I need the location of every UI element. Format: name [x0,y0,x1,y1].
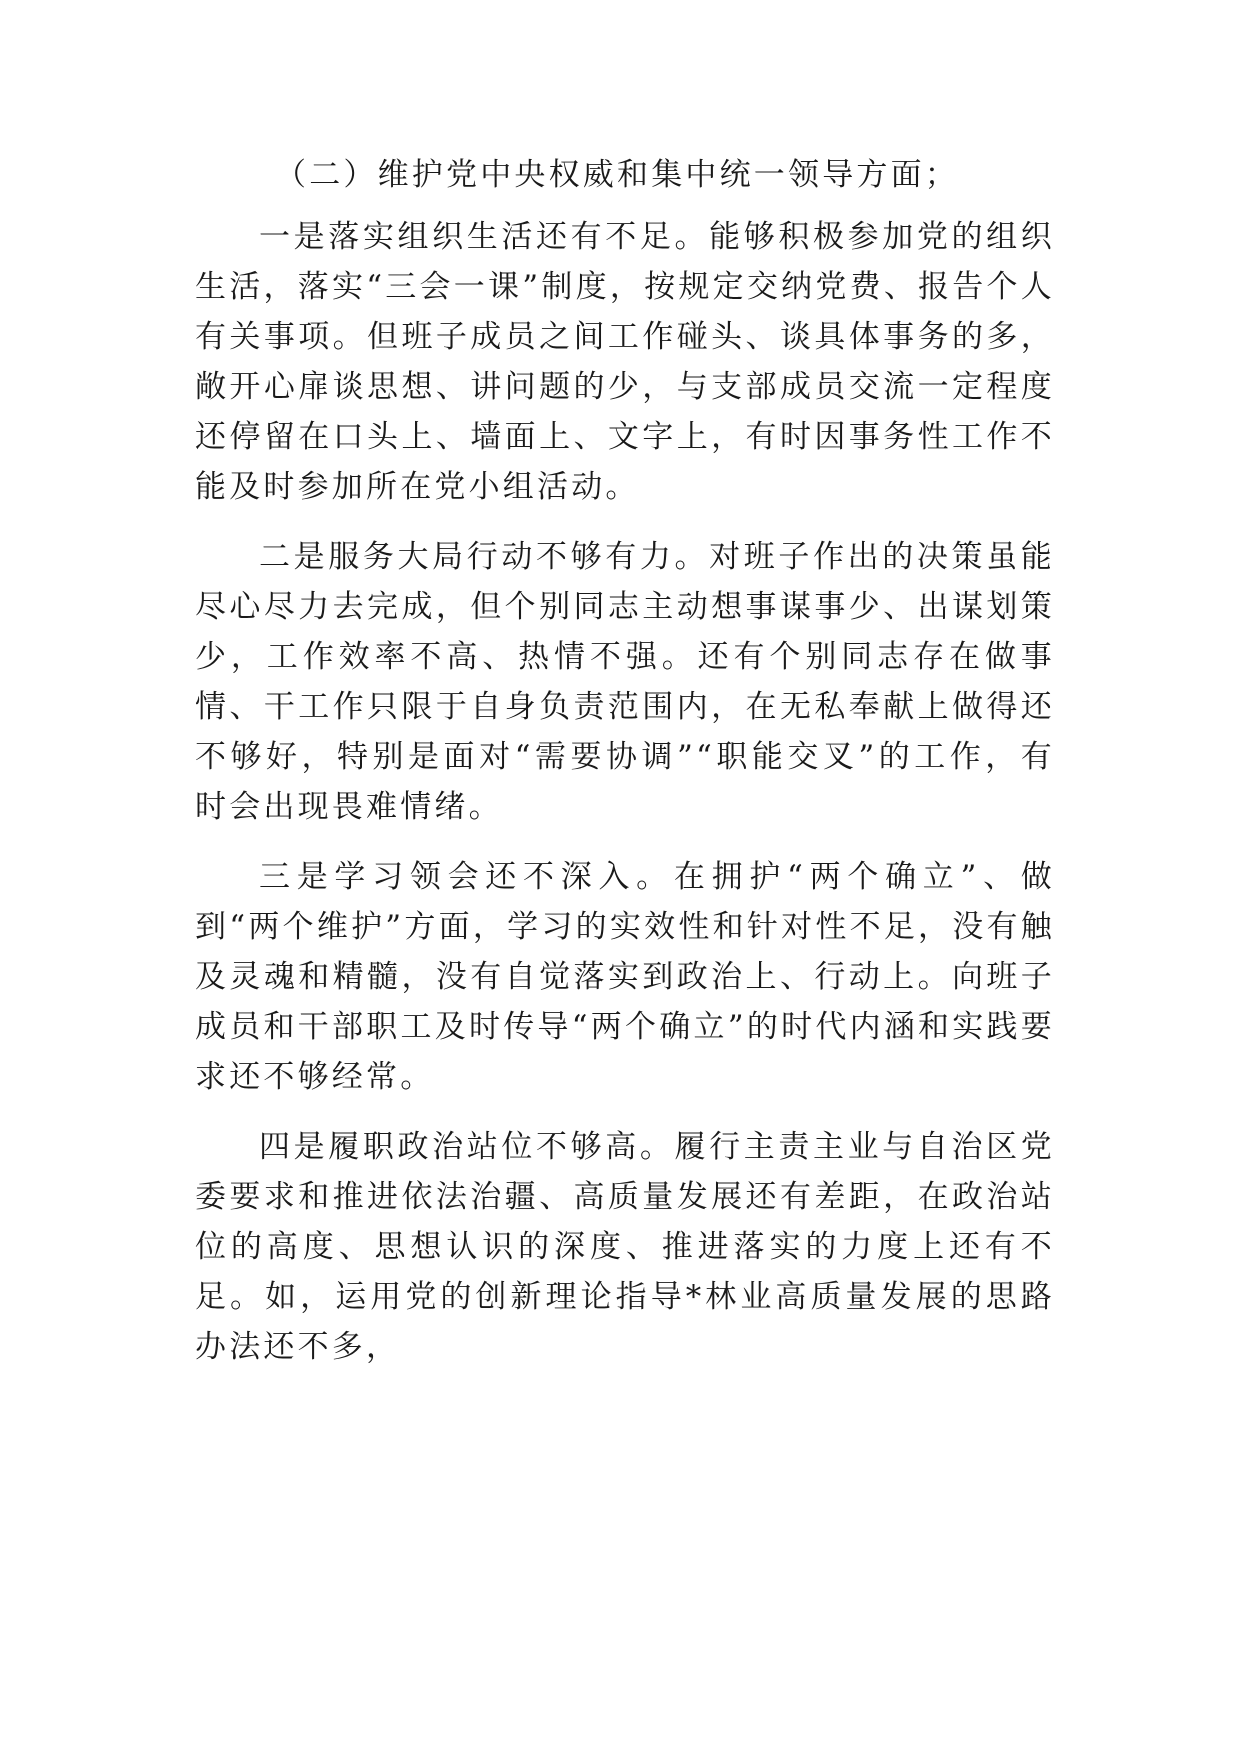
section-heading: （二）维护党中央权威和集中统一领导方面； [275,157,959,193]
paragraph-4: 四是履职政治站位不够高。履行主责主业与自治区党委要求和推进依法治疆、高质量发展还有差距，在政治站位的高度、思想认识的深度、推进落实的力度上还有不足。如，运用党的创新理论指导*林业高质量发展的思路办法还不多， [195,1129,1055,1365]
document-body [195,150,1055,1372]
paragraph-2: 二是服务大局行动不够有力。对班子作出的决策虽能尽心尽力去完成，但个别同志主动想事谋事少、出谋划策少，工作效率不高、热情不强。还有个别同志存在做事情、干工作只限于自身负责范围内，在无私奉献上做得还不够好，特别是面对“需要协调”“职能交叉”的工作，有时会出现畏难情绪。 [195,539,1055,825]
paragraph-3: 三是学习领会还不深入。在拥护“两个确立”、做到“两个维护”方面，学习的实效性和针对性不足，没有触及灵魂和精髓，没有自觉落实到政治上、行动上。向班子成员和干部职工及时传导“两个确立”的时代内涵和实践要求还不够经常。 [195,859,1055,1095]
paragraph-1: 一是落实组织生活还有不足。能够积极参加党的组织生活，落实“三会一课”制度，按规定交纳党费、报告个人有关事项。但班子成员之间工作碰头、谈具体事务的多，敞开心扉谈思想、讲问题的少，与支部成员交流一定程度还停留在口头上、墙面上、文字上，有时因事务性工作不能及时参加所在党小组活动。 [195,219,1055,505]
